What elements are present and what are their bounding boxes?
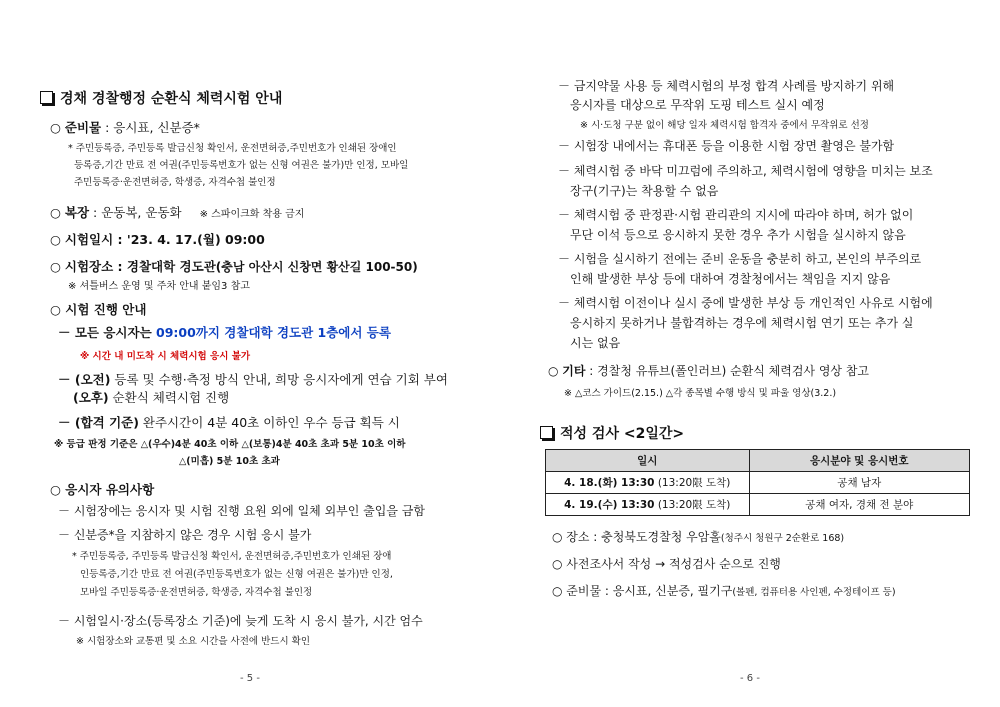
aptitude-supplies: ○ 준비물 : 응시표, 신분증, 필기구(볼펜, 컴퓨터용 사인펜, 수정테이프 등) <box>552 584 896 598</box>
aptitude-location: ○ 장소 : 충청북도경찰청 우암홀(청주시 청원구 2순환로 168) <box>552 530 845 544</box>
instructions-line-2: 무단 이석 등으로 응시하지 못한 경우 추가 시험을 실시하지 않음 <box>570 228 906 242</box>
table-cell-field: 공채 여자, 경채 전 분야 <box>749 494 969 516</box>
etc-item: ○ 기타 : 경찰청 유튜브(폴인러브) 순환식 체력검사 영상 참고 <box>548 364 870 378</box>
table-cell-date: 4. 18.(화) 13:30 (13:20限 도착) <box>546 472 750 494</box>
page-number-left: - 5 - <box>240 673 260 684</box>
table-header-field: 응시분야 및 응시번호 <box>749 450 969 472</box>
caution-heading: ○ 응시자 유의사항 <box>50 482 155 497</box>
grade-criteria-1: ※ 등급 판정 기준은 △(우수)4분 40초 이하 △(보통)4분 40초 초과 5분 10초 이하 <box>54 439 406 450</box>
table-row <box>546 494 970 516</box>
doping-note: ※ 시·도청 구분 없이 해당 일자 체력시험 합격자 중에서 무작위로 선정 <box>580 120 869 131</box>
slip-line-1: － 체력시험 중 바닥 미끄럼에 주의하고, 체력시험에 영향을 미치는 보조 <box>558 164 933 178</box>
warmup-line-2: 인해 발생한 부상 등에 대하여 경찰청에서는 책임을 지지 않음 <box>570 272 891 286</box>
caution-2: － 신분증*을 지참하지 않은 경우 시험 응시 불가 <box>58 528 312 542</box>
instructions-line-1: － 체력시험 중 판정관·시험 관리관의 지시에 따라야 하며, 허가 없이 <box>558 208 914 222</box>
date-item: ○ 시험일시 : '23. 4. 17.(월) 09:00 <box>50 232 265 247</box>
warmup-line-1: － 시험을 실시하기 전에는 준비 운동을 충분히 하고, 본인의 부주의로 <box>558 252 922 266</box>
aptitude-process: ○ 사전조사서 작성 → 적성검사 순으로 진행 <box>552 557 781 571</box>
progress-heading: ○ 시험 진행 안내 <box>50 302 147 317</box>
injury-line-2: 응시하지 못하거나 불합격하는 경우에 체력시험 연기 또는 추가 실 <box>570 316 914 330</box>
slip-line-2: 장구(기구)는 착용할 수 없음 <box>570 184 719 198</box>
section-title-fitness: 경채 경찰행정 순환식 체력시험 안내 <box>40 88 282 108</box>
injury-line-1: － 체력시험 이전이나 실시 중에 발생한 부상 등 개인적인 사유로 시험에 <box>558 296 933 310</box>
morning-line: － (오전) 등록 및 수행·측정 방식 안내, 희망 응시자에게 연습 기회 부여 <box>58 372 448 387</box>
afternoon-line: (오후) 순환식 체력시험 진행 <box>73 390 230 405</box>
injury-line-3: 시는 없음 <box>570 336 621 350</box>
right-page <box>540 0 980 707</box>
caution-2-note-1: * 주민등록증, 주민등록 발급신청 확인서, 운전면허증,주민번호가 인쇄된 장애 <box>72 551 392 562</box>
caution-3: － 시험일시·장소(등록장소 기준)에 늦게 도착 시 응시 불가, 시간 엄수 <box>58 614 423 628</box>
pass-criteria-line: － (합격 기준) 완주시간이 4분 40초 이하인 우수 등급 획득 시 <box>58 415 400 430</box>
caution-2-note-3: 모바일 주민등록증·운전면허증, 학생증, 자격수첩 불인정 <box>80 587 313 598</box>
prep-item: ○ 준비물 : 응시표, 신분증* <box>50 120 200 135</box>
prep-note-2: 등록증,기간 만료 전 여권(주민등록번호가 없는 신형 여권은 불가)만 인정, 모바일 <box>74 160 409 171</box>
late-warning: ※ 시간 내 미도착 시 체력시험 응시 불가 <box>80 351 251 362</box>
table-header-date: 일시 <box>546 450 750 472</box>
place-note: ※ 셔틀버스 운영 및 주차 안내 붙임3 참고 <box>68 281 250 292</box>
doping-line-1: － 금지약물 사용 등 체력시험의 부정 합격 사례를 방지하기 위해 <box>558 79 895 93</box>
checkbox-square-icon <box>40 91 53 104</box>
table-row <box>546 472 970 494</box>
prep-note-3: 주민등록증·운전면허증, 학생증, 자격수첩 불인정 <box>74 177 276 188</box>
etc-note: ※ △코스 가이드(2.15.) △각 종목별 수행 방식 및 파울 영상(3.2.) <box>564 388 837 399</box>
photo-ban: － 시험장 내에서는 휴대폰 등을 이용한 시험 장면 촬영은 불가함 <box>558 139 895 153</box>
dress-item: ○ 복장 : 운동복, 운동화 ※ 스파이크화 착용 금지 <box>50 205 305 220</box>
table-cell-field: 공채 남자 <box>749 472 969 494</box>
left-page <box>40 0 480 707</box>
aptitude-schedule-table <box>545 449 970 516</box>
table-cell-date: 4. 19.(수) 13:30 (13:20限 도착) <box>546 494 750 516</box>
section-title-aptitude: 적성 검사 <2일간> <box>540 423 684 443</box>
place-item: ○ 시험장소 : 경찰대학 경도관(충남 아산시 신창면 황산길 100-50) <box>50 259 418 274</box>
registration-line: － 모든 응시자는 09:00까지 경찰대학 경도관 1층에서 등록 <box>58 325 391 340</box>
caution-3-note: ※ 시험장소와 교통편 및 소요 시간을 사전에 반드시 확인 <box>76 636 311 647</box>
table-header-row <box>546 450 970 472</box>
caution-1: － 시험장에는 응시자 및 시험 진행 요원 외에 일체 외부인 출입을 금함 <box>58 504 425 518</box>
caution-2-note-2: 인등록증,기간 만료 전 여권(주민등록번호가 없는 신형 여권은 불가)만 인정, <box>80 569 393 580</box>
grade-criteria-2: △(미흡) 5분 10초 초과 <box>179 456 280 467</box>
doping-line-2: 응시자를 대상으로 무작위 도핑 테스트 실시 예정 <box>570 98 825 112</box>
page-number-right: - 6 - <box>740 673 760 684</box>
prep-note-1: * 주민등록증, 주민등록 발급신청 확인서, 운전면허증,주민번호가 인쇄된 장애인 <box>68 143 397 154</box>
checkbox-square-icon <box>540 426 553 439</box>
